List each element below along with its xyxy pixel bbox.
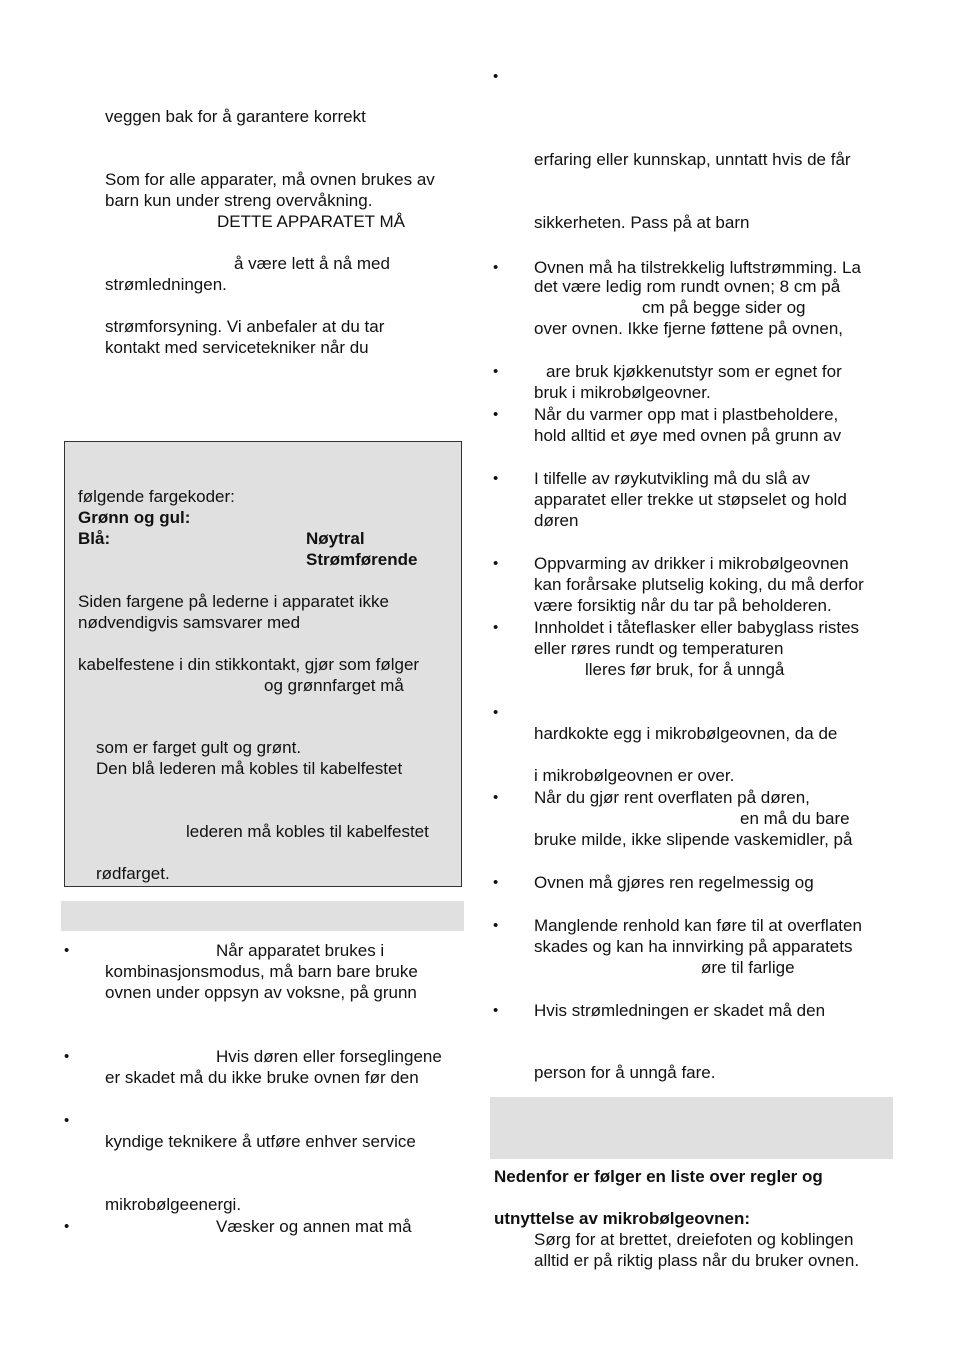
right-text-line: Når du gjør rent overflaten på døren,	[534, 788, 810, 807]
bullet-icon: •	[64, 1048, 70, 1065]
blue-label: Blå:	[78, 529, 111, 548]
bullet-icon: •	[493, 68, 499, 85]
wiring-text-line: som er farget gult og grønt.	[96, 738, 302, 757]
right-text-line: apparatet eller trekke ut støpselet og hold	[534, 490, 847, 509]
right-text-line: døren	[534, 511, 579, 530]
rules-heading: Nedenfor er følger en liste over regler og	[494, 1167, 823, 1186]
right-text-line: kan forårsake plutselig koking, du må derfor	[534, 575, 864, 594]
intro-line: strømledningen.	[105, 275, 227, 294]
bullet-icon: •	[493, 917, 499, 934]
bullet-text-line: kyndige teknikere å utføre enhver service	[105, 1132, 416, 1151]
right-text-line: bruke milde, ikke slipende vaskemidler, på	[534, 830, 853, 849]
bullet-icon: •	[64, 942, 70, 959]
right-text-line: cm på begge sider og	[642, 298, 806, 317]
intro-line: å være lett å nå med	[234, 254, 390, 273]
bullet-icon: •	[493, 619, 499, 636]
bullet-icon: •	[493, 470, 499, 487]
right-text-line: person for å unngå fare.	[534, 1063, 716, 1082]
wiring-text-line: Siden fargene på lederne i apparatet ikke	[78, 592, 389, 611]
wiring-text-line: nødvendigvis samsvarer med	[78, 613, 301, 632]
right-text-line: i mikrobølgeovnen er over.	[534, 766, 735, 785]
bullet-text-line: Når apparatet brukes i	[216, 941, 385, 960]
bullet-text-line: ovnen under oppsyn av voksne, på grunn	[105, 983, 417, 1002]
right-text-line: alltid er på riktig plass når du bruker ovnen.	[534, 1251, 860, 1270]
right-text-line: være forsiktig når du tar på beholderen.	[534, 596, 832, 615]
intro-line: strømforsyning. Vi anbefaler at du tar	[105, 317, 385, 336]
right-text-line: erfaring eller kunnskap, unntatt hvis de får	[534, 150, 851, 169]
right-text-line: hardkokte egg i mikrobølgeovnen, da de	[534, 724, 838, 743]
intro-line: DETTE APPARATET MÅ	[217, 212, 405, 231]
bullet-text-line: mikrobølgeenergi.	[105, 1195, 242, 1214]
wiring-text-line: og grønnfarget må	[264, 676, 404, 695]
intro-line: barn kun under streng overvåkning.	[105, 191, 373, 210]
live-label: Strømførende	[306, 550, 418, 569]
intro-line: kontakt med servicetekniker når du	[105, 338, 369, 357]
right-text-line: over ovnen. Ikke fjerne føttene på ovnen,	[534, 319, 844, 338]
right-text-line: Hvis strømledningen er skadet må den	[534, 1001, 826, 1020]
right-text-line: Manglende renhold kan føre til at overflaten	[534, 916, 862, 935]
bullet-icon: •	[493, 704, 499, 721]
right-text-line: lleres før bruk, for å unngå	[585, 660, 785, 679]
intro-line: veggen bak for å garantere korrekt	[105, 107, 366, 126]
right-text-line: bruk i mikrobølgeovner.	[534, 383, 711, 402]
bullet-icon: •	[493, 874, 499, 891]
right-text-line: Innholdet i tåteflasker eller babyglass ristes	[534, 618, 860, 637]
right-text-line: en må du bare	[740, 809, 850, 828]
right-text-line: Sørg for at brettet, dreiefoten og koblingen	[534, 1230, 854, 1249]
right-text-line: Oppvarming av drikker i mikrobølgeovnen	[534, 554, 849, 573]
bullet-icon: •	[493, 789, 499, 806]
bullet-icon: •	[493, 1002, 499, 1019]
right-text-line: øre til farlige	[701, 958, 795, 977]
bullet-text-line: Hvis døren eller forseglingene	[216, 1047, 442, 1066]
bullet-icon: •	[64, 1218, 70, 1235]
right-text-line: eller røres rundt og temperaturen	[534, 639, 784, 658]
neutral-label: Nøytral	[306, 529, 365, 548]
right-text-line: hold alltid et øye med ovnen på grunn av	[534, 426, 842, 445]
bullet-icon: •	[493, 363, 499, 380]
bullet-icon: •	[493, 259, 499, 276]
bullet-text-line: Væsker og annen mat må	[216, 1217, 412, 1236]
wiring-text-line: rødfarget.	[96, 864, 170, 883]
bullet-text-line: kombinasjonsmodus, må barn bare bruke	[105, 962, 418, 981]
section-heading-band	[490, 1097, 893, 1159]
right-text-line: Ovnen må ha tilstrekkelig luftstrømming. La	[534, 258, 861, 277]
wiring-text-line: lederen må kobles til kabelfestet	[186, 822, 429, 841]
right-text-line: Når du varmer opp mat i plastbeholdere,	[534, 405, 839, 424]
right-text-line: Ovnen må gjøres ren regelmessig og	[534, 873, 814, 892]
right-text-line: det være ledig rom rundt ovnen; 8 cm på	[534, 277, 841, 296]
green-yellow-label: Grønn og gul:	[78, 508, 191, 527]
section-heading-band	[61, 901, 464, 931]
bullet-icon: •	[493, 406, 499, 423]
bullet-icon: •	[64, 1112, 70, 1129]
right-text-line: I tilfelle av røykutvikling må du slå av	[534, 469, 810, 488]
right-text-line: are bruk kjøkkenutstyr som er egnet for	[546, 362, 842, 381]
wiring-text-line: Den blå lederen må kobles til kabelfestet	[96, 759, 403, 778]
right-text-line: skades og kan ha innvirking på apparatets	[534, 937, 853, 956]
color-codes-intro: følgende fargekoder:	[78, 487, 235, 506]
right-text-line: sikkerheten. Pass på at barn	[534, 213, 750, 232]
bullet-text-line: er skadet må du ikke bruke ovnen før den	[105, 1068, 419, 1087]
rules-heading: utnyttelse av mikrobølgeovnen:	[494, 1209, 750, 1228]
intro-line: Som for alle apparater, må ovnen brukes av	[105, 170, 435, 189]
wiring-text-line: kabelfestene i din stikkontakt, gjør som følger	[78, 655, 420, 674]
bullet-icon: •	[493, 555, 499, 572]
